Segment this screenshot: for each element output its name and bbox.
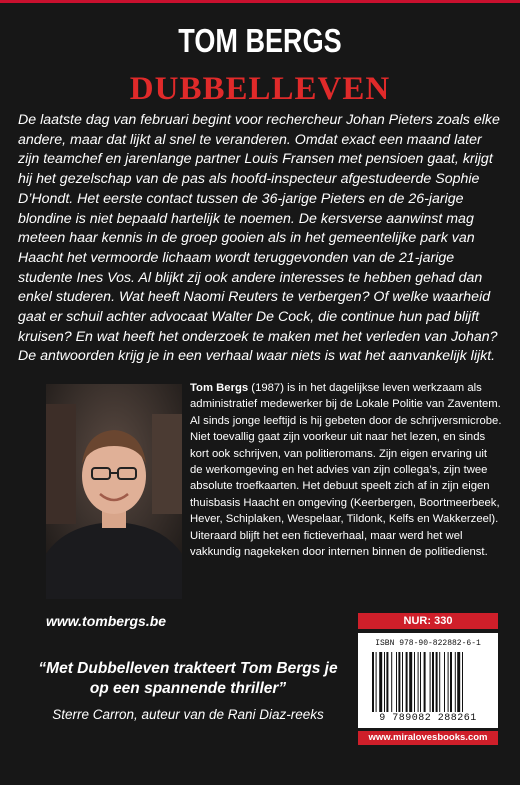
barcode-number: 9 789082 288261 bbox=[379, 713, 477, 724]
author-name: TOM BERGS bbox=[178, 22, 342, 59]
bio-name: Tom Bergs bbox=[190, 382, 249, 394]
quote-attribution: Sterre Carron, auteur van de Rani Diaz-reeks bbox=[52, 707, 324, 722]
author-photo bbox=[46, 384, 182, 599]
barcode-bars bbox=[372, 652, 484, 712]
bio-text: (1987) is in het dagelijkse leven werkzaam als administratief medewerker bij de Lokale Politie van Zaventem. Al sinds jonge leeftijd is hij gebeten door de schrijversmicrobe. Niet toevallig gaat zijn voorkeur uit naar het lezen, en sinds kort ook schrijven, van politieromans. Zijn eigen ervaring uit de werkomgeving en het advies van zijn collega’s, zijn twee absolute troefkaarten. Het debuut speelt zich af in zijn eigen thuisbasis Haacht en omgeving (Keerbergen, Boortmeerbeek, Hever, Schiplaken, Wespelaar, Tildonk, Kelfs en Wakkerzeel). Uiteraard blijft het een fictieverhaal, maar werd het wel vakkundig nagekeken door internen binnen de politiedienst. bbox=[190, 382, 502, 559]
nur-label: NUR: 330 bbox=[358, 613, 498, 629]
synopsis-text: De laatste dag van februari begint voor rechercheur Johan Pieters zoals elke andere, maar dat lijkt al snel te veranderen. Omdat exact een maand later zijn teamchef en jarenlange partner Louis Fransen met pensioen gaat, krijgt hij het gezelschap van de pas als hoofd-inspecteur afgestudeerde Sophie D’Hondt. Het eerste contact tussen de 36-jarige Pieters en de 26-jarige blondine is niet bepaald hartelijk te noemen. De kersverse aanwinst mag meteen haar kennis in de groep gooien als in het gemeentelijke park van Haacht het vermoorde lichaam wordt teruggevonden van de 21-jarige studente Ines Vos. Al blijkt zij ook andere interesses te hebben gehad dan enkel studeren. Wat heeft Naomi Reuters te verbergen? Of welke waarheid gaat er schuil achter advocaat Walter De Cock, die continue hun pad blijft kruisen? En wat heeft het onderzoek te maken met het verleden van Johan? De antwoorden krijg je in een verhaal waar niets is wat het aanvankelijk lijkt. bbox=[18, 112, 500, 365]
publisher-website[interactable]: www.miralovesbooks.com bbox=[358, 731, 498, 745]
barcode-panel bbox=[358, 633, 498, 728]
synopsis bbox=[18, 111, 504, 367]
bio-paragraph bbox=[190, 380, 502, 560]
author-bio bbox=[190, 380, 502, 560]
book-title: DUBBELLEVEN bbox=[129, 71, 391, 107]
isbn-text: ISBN 978-90-822882-6-1 bbox=[375, 639, 481, 648]
review-quote: “Met Dubbelleven trakteert Tom Bergs je op een spannende thriller” bbox=[38, 660, 338, 697]
author-website[interactable]: www.tombergs.be bbox=[46, 613, 167, 629]
top-accent-bar bbox=[0, 0, 520, 3]
